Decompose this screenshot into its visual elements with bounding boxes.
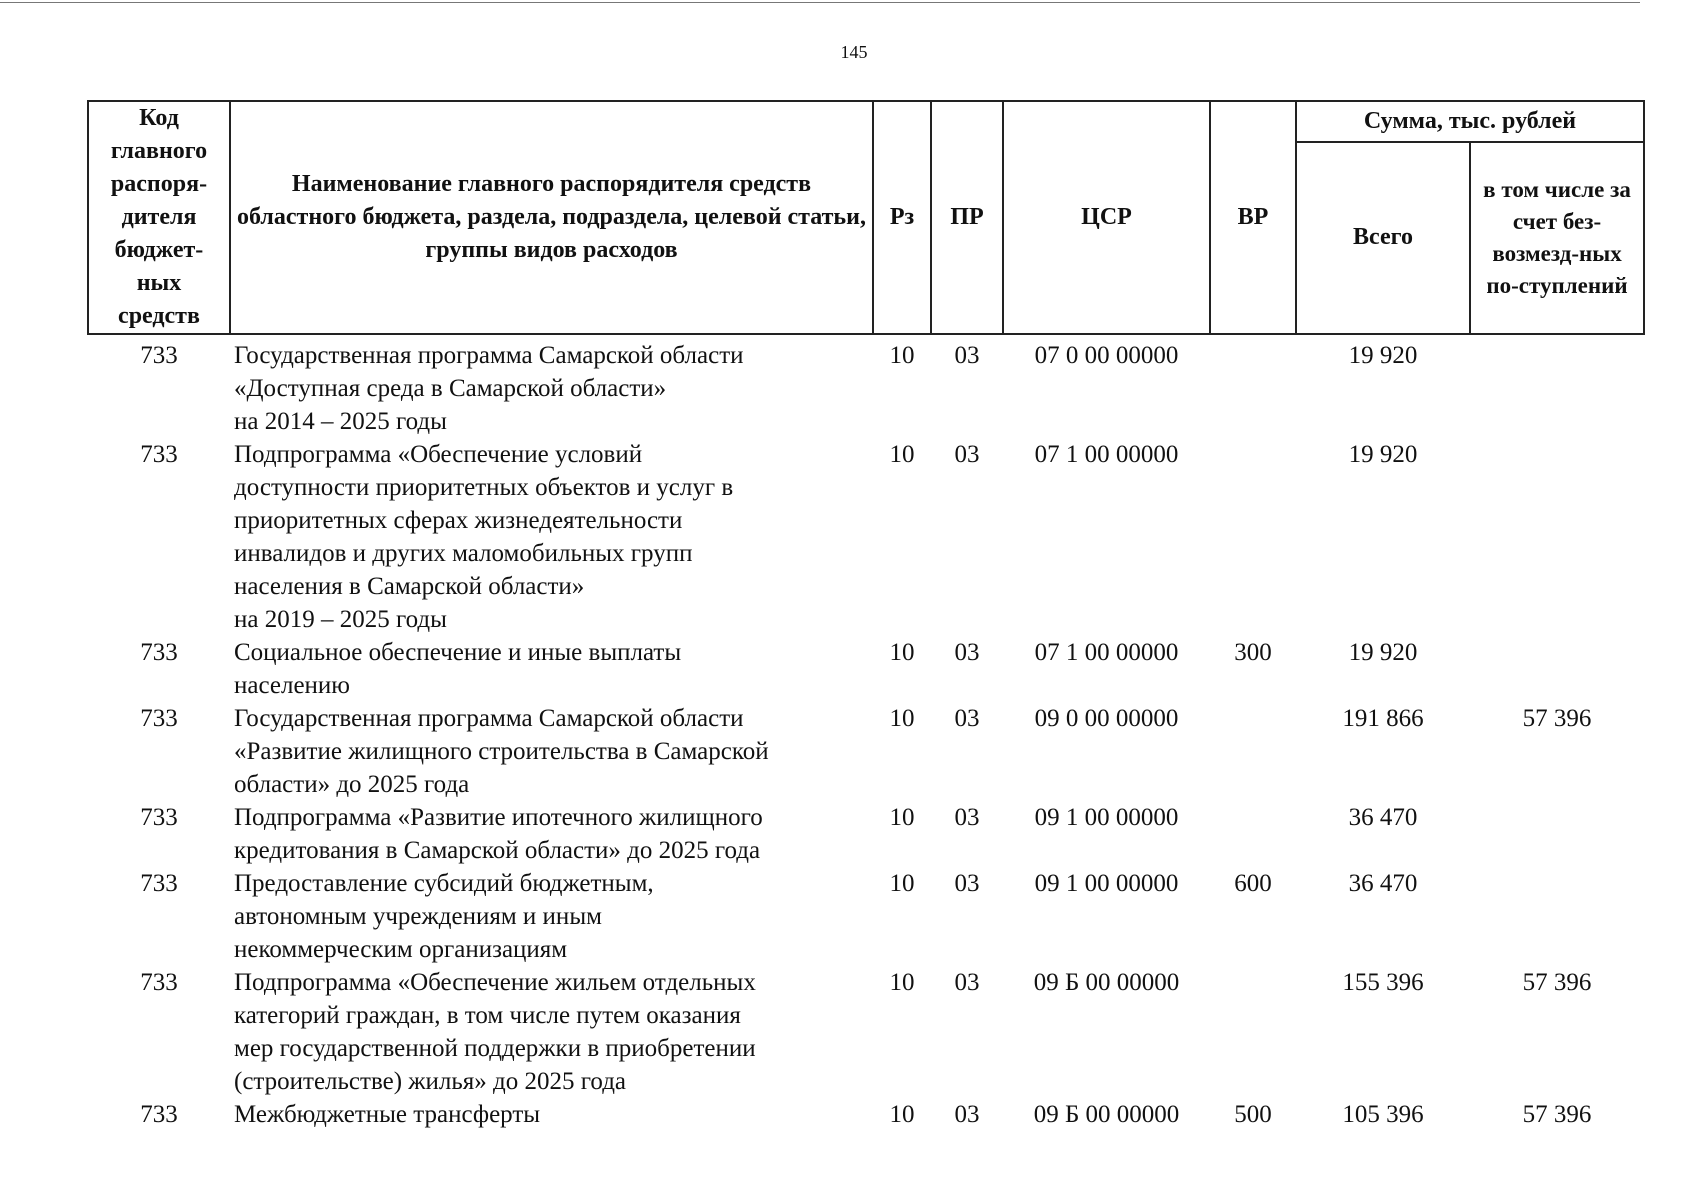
row-pr-cell: 03 xyxy=(954,705,980,732)
header-rz: Рз xyxy=(873,101,931,334)
table-row xyxy=(88,702,1644,801)
budget-table xyxy=(87,100,1645,1131)
row-name-line: категорий граждан, в том числе путем оказания xyxy=(234,1002,741,1029)
row-name-line: на 2019 – 2025 годы xyxy=(234,606,447,633)
row-name-line: Предоставление субсидий бюджетным, xyxy=(234,870,654,897)
top-rule xyxy=(0,2,1640,3)
row-name-cell xyxy=(230,438,873,636)
row-rz-cell: 10 xyxy=(889,441,915,468)
row-vr-cell xyxy=(1210,438,1296,636)
row-vr-cell: 500 xyxy=(1234,1101,1272,1128)
row-csr-cell: 09 1 00 00000 xyxy=(1034,804,1179,831)
row-code-cell: 733 xyxy=(140,969,178,996)
header-total: Всего xyxy=(1296,142,1470,334)
budget-body xyxy=(88,334,1644,1131)
row-name-line: автономным учреждениям и иным xyxy=(234,903,602,930)
header-free: в том числе за счет без-возмезд-ных по-ступлений xyxy=(1470,142,1644,334)
row-free-cell xyxy=(1470,334,1644,438)
page-number: 145 xyxy=(840,42,868,62)
row-total-cell: 191 866 xyxy=(1342,705,1424,732)
row-total-cell: 155 396 xyxy=(1342,969,1424,996)
header-name: Наименование главного распорядителя средств областного бюджета, раздела, подраздела, целевой статьи, группы видов расходов xyxy=(230,101,873,334)
row-rz-cell: 10 xyxy=(889,804,915,831)
row-name-line: «Доступная среда в Самарской области» xyxy=(234,375,667,402)
row-rz-cell: 10 xyxy=(889,639,915,666)
row-pr-cell: 03 xyxy=(954,969,980,996)
row-rz-cell: 10 xyxy=(889,1101,915,1128)
row-free-cell xyxy=(1470,438,1644,636)
row-code-cell: 733 xyxy=(140,804,178,831)
table-row xyxy=(88,1098,1644,1131)
row-name-line: приоритетных сферах жизнедеятельности xyxy=(234,507,683,534)
row-total-cell: 19 920 xyxy=(1348,639,1418,666)
header-pr: ПР xyxy=(931,101,1003,334)
row-name-cell xyxy=(230,334,873,438)
row-total-cell: 105 396 xyxy=(1342,1101,1424,1128)
row-total-cell: 19 920 xyxy=(1348,342,1418,369)
row-name-line: некоммерческим организациям xyxy=(234,936,568,963)
row-name-cell xyxy=(230,702,873,801)
table-row xyxy=(88,438,1644,636)
row-name-line: Государственная программа Самарской области xyxy=(234,342,744,369)
row-name-line: «Развитие жилищного строительства в Самарской xyxy=(234,738,769,765)
row-code-cell: 733 xyxy=(140,639,178,666)
row-name-line: на 2014 – 2025 годы xyxy=(234,408,447,435)
row-total-cell: 36 470 xyxy=(1348,804,1418,831)
row-name-cell xyxy=(230,801,873,867)
row-vr-cell xyxy=(1210,966,1296,1098)
row-rz-cell: 10 xyxy=(889,969,915,996)
row-free-cell xyxy=(1470,801,1644,867)
row-pr-cell: 03 xyxy=(954,342,980,369)
row-free-cell: 57 396 xyxy=(1522,1101,1592,1128)
header-code: Код главного распоря-дителя бюджет-ных средств xyxy=(88,101,230,334)
row-name-line: Государственная программа Самарской области xyxy=(234,705,744,732)
row-vr-cell xyxy=(1210,334,1296,438)
row-rz-cell: 10 xyxy=(889,870,915,897)
row-pr-cell: 03 xyxy=(954,870,980,897)
table-row xyxy=(88,966,1644,1098)
row-code-cell: 733 xyxy=(140,342,178,369)
row-rz-cell: 10 xyxy=(889,705,915,732)
header-csr: ЦСР xyxy=(1003,101,1210,334)
table-row xyxy=(88,636,1644,702)
row-vr-cell: 600 xyxy=(1234,870,1272,897)
row-pr-cell: 03 xyxy=(954,804,980,831)
row-name-line: инвалидов и других маломобильных групп xyxy=(234,540,693,567)
row-csr-cell: 09 0 00 00000 xyxy=(1034,705,1179,732)
row-vr-cell xyxy=(1210,702,1296,801)
row-rz-cell: 10 xyxy=(889,342,915,369)
row-code-cell: 733 xyxy=(140,705,178,732)
row-pr-cell: 03 xyxy=(954,1101,980,1128)
row-name-line: Подпрограмма «Обеспечение условий xyxy=(234,441,643,468)
header-sum: Сумма, тыс. рублей xyxy=(1296,101,1644,142)
row-total-cell: 36 470 xyxy=(1348,870,1418,897)
row-code-cell: 733 xyxy=(140,441,178,468)
row-name-cell xyxy=(230,636,873,702)
row-vr-cell: 300 xyxy=(1234,639,1272,666)
row-csr-cell: 09 Б 00 00000 xyxy=(1033,1101,1180,1128)
row-free-cell xyxy=(1470,867,1644,966)
row-name-line: кредитования в Самарской области» до 2025 года xyxy=(234,837,761,864)
row-free-cell: 57 396 xyxy=(1522,969,1592,996)
row-code-cell: 733 xyxy=(140,870,178,897)
row-name-cell xyxy=(230,966,873,1098)
row-csr-cell: 07 0 00 00000 xyxy=(1034,342,1179,369)
row-name-line: (строительстве) жилья» до 2025 года xyxy=(234,1068,627,1095)
row-name-line: Подпрограмма «Обеспечение жильем отдельных xyxy=(234,969,756,996)
row-name-cell xyxy=(230,867,873,966)
row-csr-cell: 09 Б 00 00000 xyxy=(1033,969,1180,996)
row-name-line: населения в Самарской области» xyxy=(234,573,585,600)
row-csr-cell: 07 1 00 00000 xyxy=(1034,441,1179,468)
row-total-cell: 19 920 xyxy=(1348,441,1418,468)
row-name-line: Подпрограмма «Развитие ипотечного жилищного xyxy=(234,804,763,831)
row-name-line: Социальное обеспечение и иные выплаты xyxy=(234,639,682,666)
row-pr-cell: 03 xyxy=(954,441,980,468)
table-row xyxy=(88,334,1644,438)
row-name-cell xyxy=(230,1098,873,1131)
row-name-line: населению xyxy=(234,672,350,699)
row-csr-cell: 07 1 00 00000 xyxy=(1034,639,1179,666)
row-free-cell xyxy=(1470,636,1644,702)
row-name-line: области» до 2025 года xyxy=(234,771,470,798)
row-vr-cell xyxy=(1210,801,1296,867)
row-name-line: Межбюджетные трансферты xyxy=(234,1101,541,1128)
row-free-cell: 57 396 xyxy=(1522,705,1592,732)
table-row xyxy=(88,867,1644,966)
row-name-line: доступности приоритетных объектов и услуг в xyxy=(234,474,734,501)
header-vr: ВР xyxy=(1210,101,1296,334)
row-csr-cell: 09 1 00 00000 xyxy=(1034,870,1179,897)
row-name-line: мер государственной поддержки в приобретении xyxy=(234,1035,756,1062)
table-row xyxy=(88,801,1644,867)
row-code-cell: 733 xyxy=(140,1101,178,1128)
row-pr-cell: 03 xyxy=(954,639,980,666)
